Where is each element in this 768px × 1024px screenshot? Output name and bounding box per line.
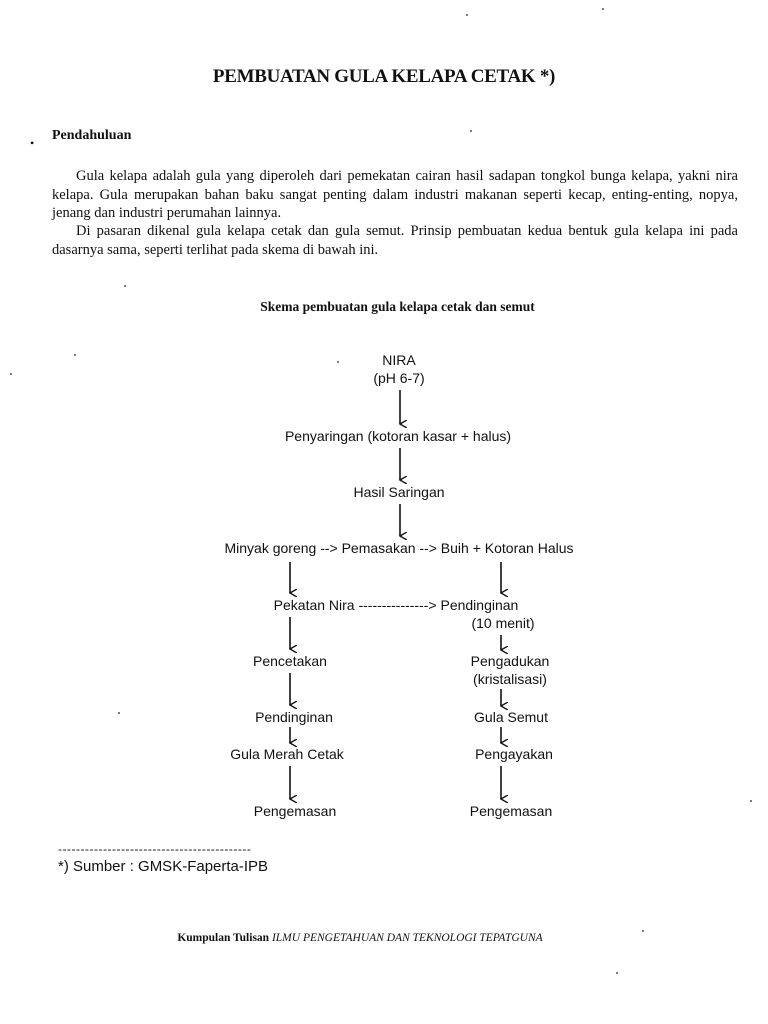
document-title: PEMBUATAN GULA KELAPA CETAK *) xyxy=(212,66,556,87)
node-pengemasan-right: Pengemasan xyxy=(469,803,553,819)
node-gula-merah-cetak: Gula Merah Cetak xyxy=(230,746,344,762)
scan-speck xyxy=(337,361,339,363)
scheme-title: Skema pembuatan gula kelapa cetak dan semut xyxy=(260,299,535,314)
footer-italic: ILMU PENGETAHUAN DAN TEKNOLOGI TEPATGUNA xyxy=(271,932,543,944)
node-pencetakan: Pencetakan xyxy=(253,653,327,669)
scan-speck xyxy=(466,14,468,16)
paragraph-1-text: Gula kelapa adalah gula yang diperoleh dari pemekatan cairan hasil sadapan tongkol bunga kelapa, yakni nira kelapa. Gula merupakan bahan baku sangat penting dalam industri makanan seperti kecap, enting-enting, nopya, jenang dan industri perumahan lainnya. xyxy=(52,168,738,221)
node-sepuluh-menit: (10 menit) xyxy=(471,615,535,631)
node-pendinginan-left: Pendinginan xyxy=(255,709,333,725)
scan-speck xyxy=(616,972,618,974)
node-pemasakan-line: Minyak goreng --> Pemasakan --> Buih + Kotoran Halus xyxy=(224,540,574,556)
node-hasil-saringan: Hasil Saringan xyxy=(353,484,445,500)
node-penyaringan: Penyaringan (kotoran kasar + halus) xyxy=(284,428,512,444)
node-pengemasan-left: Pengemasan xyxy=(253,803,337,819)
scan-speck xyxy=(750,800,752,802)
scan-speck xyxy=(10,373,12,375)
node-pengayakan: Pengayakan xyxy=(475,746,553,762)
scan-speck xyxy=(602,8,604,10)
footnote-source: *) Sumber : GMSK-Faperta-IPB xyxy=(58,858,269,875)
paragraph-2-text: Di pasaran dikenal gula kelapa cetak dan gula semut. Prinsip pembuatan kedua bentuk gula kelapa ini pada dasarnya sama, seperti terlihat pada skema di bawah ini. xyxy=(52,223,738,258)
bullet-marker: • xyxy=(30,136,35,150)
node-kristalisasi: (kristalisasi) xyxy=(473,671,547,687)
scan-speck xyxy=(118,712,120,714)
scan-speck xyxy=(642,930,644,932)
scan-speck xyxy=(124,285,126,287)
footnote-rule: ------------------------------------------- xyxy=(58,842,252,856)
footer-prefix: Kumpulan Tulisan xyxy=(177,932,270,944)
page-footer xyxy=(0,932,720,944)
node-ph: (pH 6-7) xyxy=(373,370,425,386)
scan-speck xyxy=(470,130,472,132)
node-pekatan-line: Pekatan Nira ---------------> Pendinginan xyxy=(273,597,519,613)
node-nira: NIRA xyxy=(382,352,416,368)
node-gula-semut: Gula Semut xyxy=(474,709,548,725)
scan-speck xyxy=(74,354,76,356)
section-heading: Pendahuluan xyxy=(52,128,132,143)
node-pengadukan: Pengadukan xyxy=(470,653,550,669)
